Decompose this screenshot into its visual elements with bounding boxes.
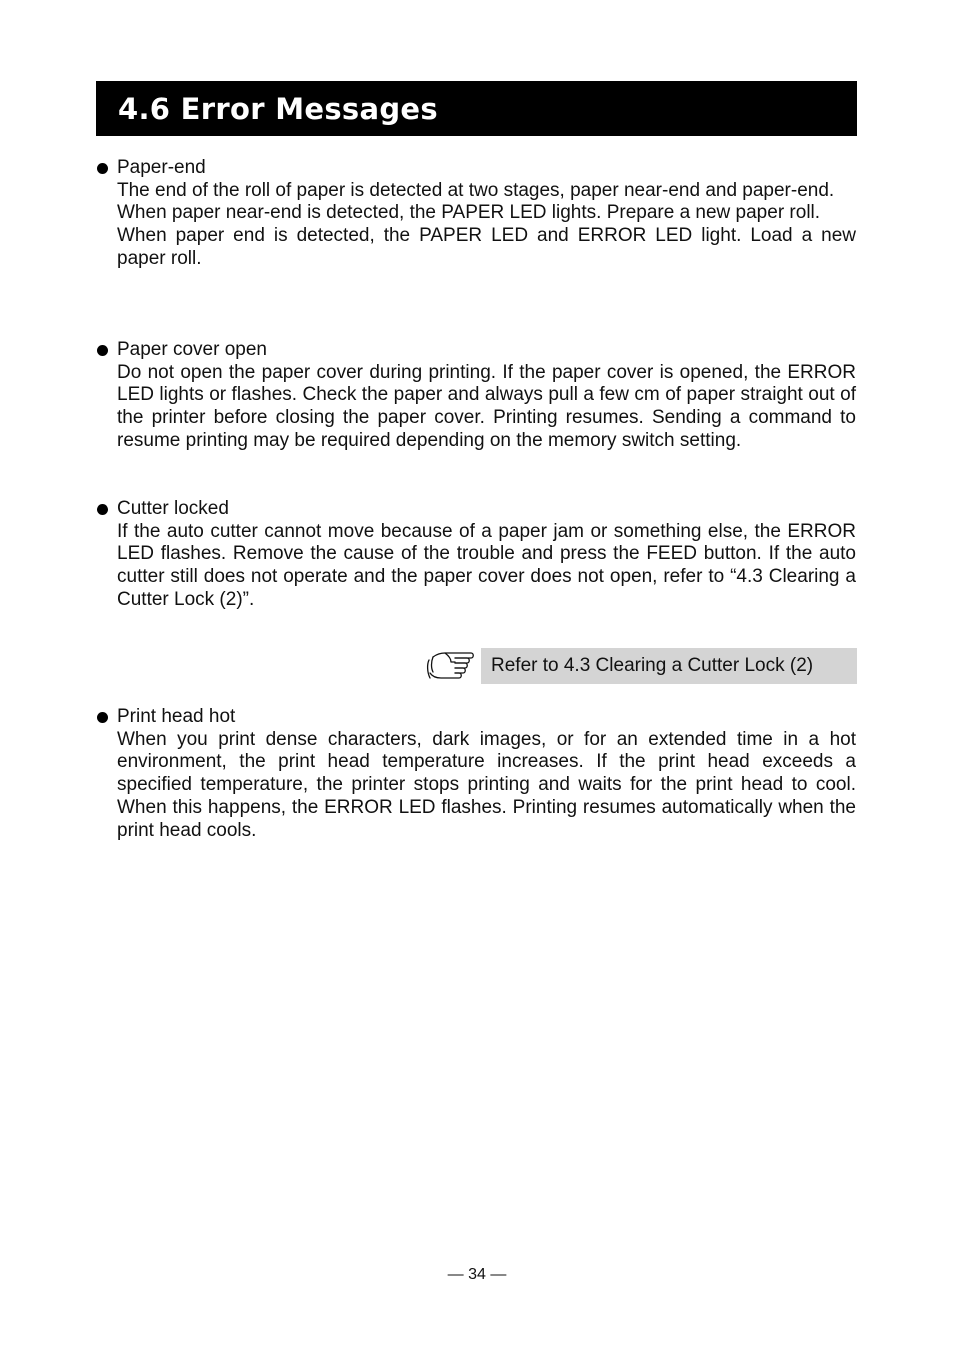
section-heading xyxy=(96,157,856,180)
section-cutter-locked xyxy=(96,498,856,612)
bullet-icon xyxy=(97,504,108,515)
reference-link[interactable] xyxy=(481,648,857,684)
section-heading-label: Cutter locked xyxy=(117,498,229,519)
page-title: 4.6 Error Messages xyxy=(118,91,438,126)
section-heading xyxy=(96,498,856,521)
section-title-bar xyxy=(96,81,857,136)
paragraph: The end of the roll of paper is detected at two stages, paper near-end and paper-end. xyxy=(117,179,835,201)
section-heading-label: Paper-end xyxy=(117,157,206,178)
section-heading xyxy=(96,706,856,729)
reference-text: Refer to 4.3 Clearing a Cutter Lock (2) xyxy=(491,655,814,676)
section-paper-end xyxy=(96,157,856,271)
paragraph: Do not open the paper cover during printing. If the paper cover is opened, the ERROR LED lights or flashes. Check the paper and always pull a few cm of paper straight out of the printer before closing the paper cover. Printing resumes. Sending a command to resume printing may be required depending on the memory switch setting. xyxy=(117,361,856,451)
section-heading xyxy=(96,339,856,362)
paragraph: When paper near-end is detected, the PAPER LED lights. Prepare a new paper roll. xyxy=(117,202,821,224)
section-paper-cover-open xyxy=(96,339,856,453)
paragraph: When you print dense characters, dark images, or for an extended time in a hot environment, the print head temperature increases. If the print head exceeds a specified temperature, the printer stops printing and waits for the print head to cool. When this happens, the ERROR LED flashes. Printing resumes automatically when the print head cools. xyxy=(117,728,856,841)
page-number: — 34 — xyxy=(447,1266,507,1283)
bullet-icon xyxy=(97,712,108,723)
paragraph: When paper end is detected, the PAPER LED and ERROR LED light. Load a new paper roll. xyxy=(117,225,856,269)
section-heading-label: Paper cover open xyxy=(117,339,267,360)
bullet-icon xyxy=(97,163,108,174)
reference-callout xyxy=(425,648,857,684)
section-heading-label: Print head hot xyxy=(117,706,236,727)
bullet-icon xyxy=(97,345,108,356)
paragraph: If the auto cutter cannot move because of a paper jam or something else, the ERROR LED flashes. Remove the cause of the trouble and press the FEED button. If the auto cutter still does not operate and the paper cover does not open, refer to “4.3 Clearing a Cutter Lock (2)”. xyxy=(117,520,856,610)
section-print-head-hot xyxy=(96,706,856,842)
pointing-hand-icon xyxy=(425,648,477,684)
